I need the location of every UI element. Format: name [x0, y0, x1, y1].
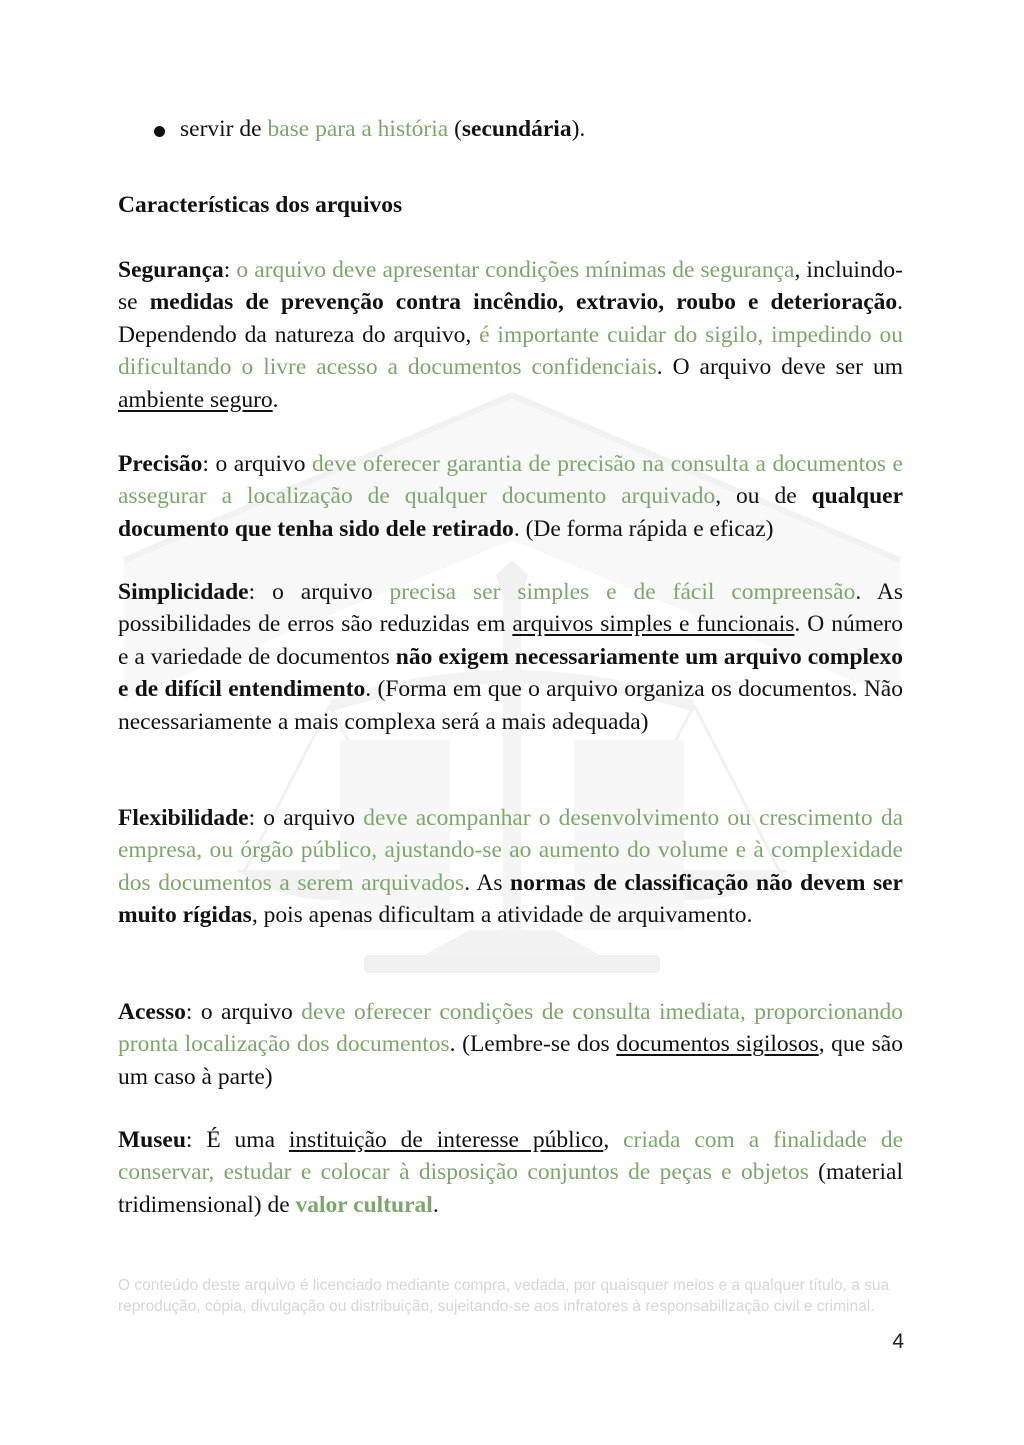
license-footer: O conteúdo deste arquivo é licenciado mediante compra, vedada, por quaisquer meios e a qualquer título, a sua reprodução, cópia, divulgação ou distribuição, sujeitando-se aos infratores à responsabilização civil e criminal.	[118, 1277, 890, 1315]
section-heading: Características dos arquivos	[118, 192, 403, 218]
page-number: 4	[892, 1330, 904, 1353]
bullet-item: servir de base para a história (secundária).	[180, 116, 586, 142]
paragraph-museu: Museu: É uma instituição de interesse público, criada com a finalidade de conservar, estudar e colocar à disposição conjuntos de peças e objetos (material tridimensional) de valor cultural.	[118, 1127, 904, 1218]
paragraph-precisao: Precisão: o arquivo deve oferecer garantia de precisão na consulta a documentos e assegurar a localização de qualquer documento arquivado, ou de qualquer documento que tenha sido dele retirado. (De forma rápida e eficaz)	[118, 451, 903, 542]
paragraph-seguranca: Segurança: o arquivo deve apresentar condições mínimas de segurança, incluindo-se medidas de prevenção contra incêndio, extravio, roubo e deterioração. Dependendo da natureza do arquivo, é importante cuidar do sigilo, impedindo ou dificultando o livre acesso a documentos confidenciais. O arquivo deve ser um ambiente seguro.	[118, 257, 904, 413]
paragraph-acesso: Acesso: o arquivo deve oferecer condições de consulta imediata, proporcionando pronta localização dos documentos. (Lembre-se dos documentos sigilosos, que são um caso à parte)	[118, 999, 903, 1090]
bullet-icon	[154, 126, 165, 137]
paragraph-simplicidade: Simplicidade: o arquivo precisa ser simples e de fácil compreensão. As possibilidades de erros são reduzidas em arquivos simples e funcionais. O número e a variedade de documentos não exigem necessariamente um arquivo complexo e de difícil entendimento. (Forma em que o arquivo organiza os documentos. Não necessariamente a mais complexa será a mais adequada)	[118, 579, 903, 735]
paragraph-flexibilidade: Flexibilidade: o arquivo deve acompanhar o desenvolvimento ou crescimento da empresa, ou órgão público, ajustando-se ao aumento do volume e à complexidade dos documentos a serem arquivados. As normas de classificação não devem ser muito rígidas, pois apenas dificultam a atividade de arquivamento.	[118, 805, 903, 929]
